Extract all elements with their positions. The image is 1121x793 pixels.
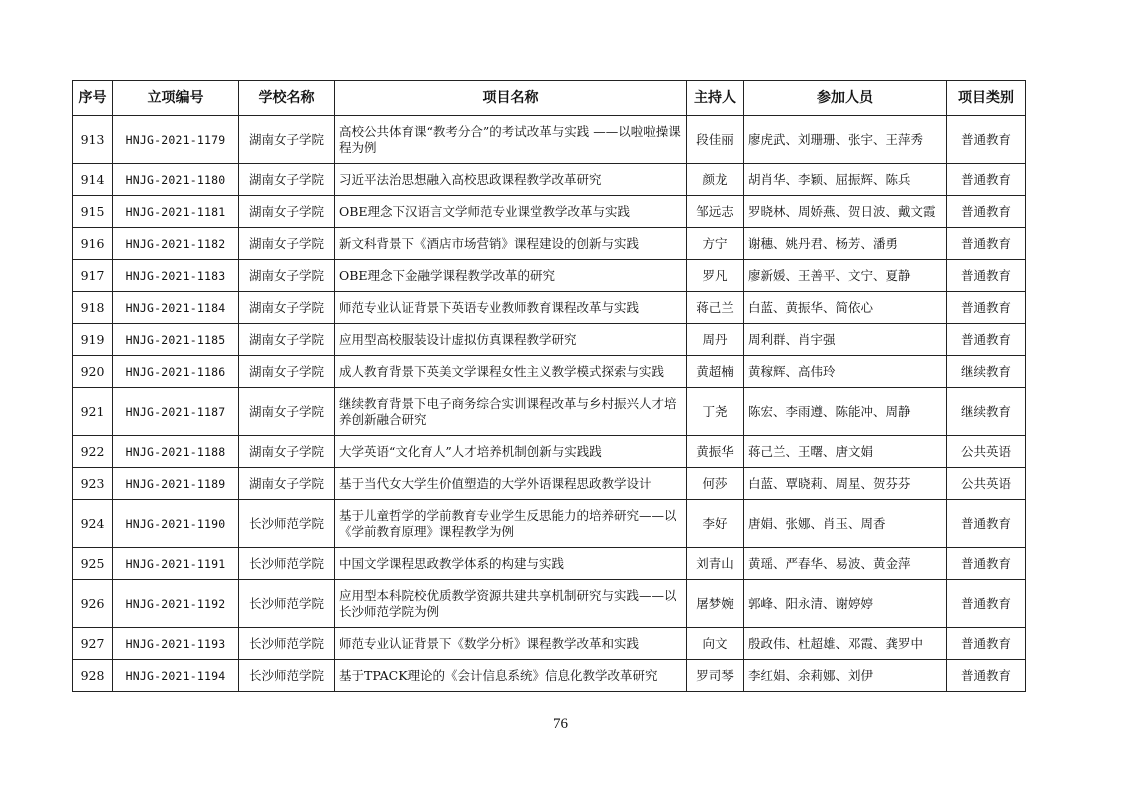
cell-code: HNJG-2021-1190 (113, 500, 239, 548)
cell-school: 长沙师范学院 (239, 548, 335, 580)
cell-category: 普通教育 (947, 260, 1026, 292)
cell-members: 廖新媛、王善平、文宁、夏静 (744, 260, 947, 292)
cell-school: 湖南女子学院 (239, 324, 335, 356)
cell-school: 湖南女子学院 (239, 436, 335, 468)
table-row (73, 628, 1026, 660)
cell-seq: 915 (73, 196, 113, 228)
cell-code: HNJG-2021-1187 (113, 388, 239, 436)
cell-project: 成人教育背景下英美文学课程女性主义教学模式探索与实践 (335, 356, 687, 388)
cell-school: 长沙师范学院 (239, 660, 335, 692)
cell-host: 向文 (687, 628, 744, 660)
cell-category: 普通教育 (947, 292, 1026, 324)
table-row (73, 548, 1026, 580)
cell-project: 大学英语“文化育人”人才培养机制创新与实践践 (335, 436, 687, 468)
cell-host: 丁尧 (687, 388, 744, 436)
cell-project: 应用型高校服装设计虚拟仿真课程教学研究 (335, 324, 687, 356)
cell-code: HNJG-2021-1186 (113, 356, 239, 388)
table-body (73, 116, 1026, 692)
cell-members: 唐娟、张娜、肖玉、周香 (744, 500, 947, 548)
table-row (73, 116, 1026, 164)
cell-members: 胡肖华、李颖、屈振辉、陈兵 (744, 164, 947, 196)
cell-host: 罗凡 (687, 260, 744, 292)
cell-code: HNJG-2021-1184 (113, 292, 239, 324)
table-row (73, 388, 1026, 436)
cell-seq: 924 (73, 500, 113, 548)
cell-project: 基于儿童哲学的学前教育专业学生反思能力的培养研究——以《学前教育原理》课程教学为例 (335, 500, 687, 548)
cell-category: 普通教育 (947, 580, 1026, 628)
cell-members: 蒋己兰、王曙、唐文娟 (744, 436, 947, 468)
table-row (73, 436, 1026, 468)
cell-members: 廖虎武、刘珊珊、张宇、王萍秀 (744, 116, 947, 164)
cell-members: 白蓝、黄振华、简依心 (744, 292, 947, 324)
cell-host: 屠梦婉 (687, 580, 744, 628)
cell-seq: 923 (73, 468, 113, 500)
cell-code: HNJG-2021-1183 (113, 260, 239, 292)
cell-project: 习近平法治思想融入高校思政课程教学改革研究 (335, 164, 687, 196)
cell-members: 罗晓林、周娇燕、贺日波、戴文霞 (744, 196, 947, 228)
header-category: 项目类别 (947, 81, 1026, 116)
cell-members: 李红娟、余莉娜、刘伊 (744, 660, 947, 692)
cell-seq: 921 (73, 388, 113, 436)
table-row (73, 228, 1026, 260)
header-host: 主持人 (687, 81, 744, 116)
cell-code: HNJG-2021-1179 (113, 116, 239, 164)
page-number: 76 (553, 716, 568, 732)
table-row (73, 324, 1026, 356)
cell-members: 郭峰、阳永清、谢婷婷 (744, 580, 947, 628)
cell-seq: 928 (73, 660, 113, 692)
cell-code: HNJG-2021-1185 (113, 324, 239, 356)
cell-host: 罗司琴 (687, 660, 744, 692)
cell-category: 普通教育 (947, 116, 1026, 164)
cell-school: 长沙师范学院 (239, 500, 335, 548)
cell-host: 段佳丽 (687, 116, 744, 164)
header-school: 学校名称 (239, 81, 335, 116)
cell-school: 长沙师范学院 (239, 580, 335, 628)
cell-seq: 913 (73, 116, 113, 164)
cell-code: HNJG-2021-1191 (113, 548, 239, 580)
cell-host: 颜龙 (687, 164, 744, 196)
cell-host: 何莎 (687, 468, 744, 500)
cell-host: 黄振华 (687, 436, 744, 468)
cell-category: 普通教育 (947, 164, 1026, 196)
cell-host: 方宁 (687, 228, 744, 260)
cell-school: 湖南女子学院 (239, 292, 335, 324)
cell-seq: 925 (73, 548, 113, 580)
table-row (73, 260, 1026, 292)
cell-school: 湖南女子学院 (239, 260, 335, 292)
table-row (73, 500, 1026, 548)
cell-category: 普通教育 (947, 628, 1026, 660)
cell-category: 普通教育 (947, 196, 1026, 228)
cell-school: 湖南女子学院 (239, 468, 335, 500)
cell-members: 黄稼辉、高伟玲 (744, 356, 947, 388)
cell-category: 公共英语 (947, 436, 1026, 468)
cell-project: OBE理念下金融学课程教学改革的研究 (335, 260, 687, 292)
cell-project: 新文科背景下《酒店市场营销》课程建设的创新与实践 (335, 228, 687, 260)
cell-host: 周丹 (687, 324, 744, 356)
cell-school: 湖南女子学院 (239, 164, 335, 196)
cell-members: 周利群、肖宇强 (744, 324, 947, 356)
project-table (72, 80, 1026, 692)
cell-project: 继续教育背景下电子商务综合实训课程改革与乡村振兴人才培养创新融合研究 (335, 388, 687, 436)
cell-host: 邹远志 (687, 196, 744, 228)
cell-host: 李好 (687, 500, 744, 548)
cell-seq: 917 (73, 260, 113, 292)
cell-code: HNJG-2021-1188 (113, 436, 239, 468)
cell-category: 普通教育 (947, 660, 1026, 692)
cell-host: 蒋己兰 (687, 292, 744, 324)
table-row (73, 164, 1026, 196)
header-members: 参加人员 (744, 81, 947, 116)
header-row (73, 81, 1026, 116)
table-row (73, 196, 1026, 228)
cell-project: 师范专业认证背景下英语专业教师教育课程改革与实践 (335, 292, 687, 324)
cell-seq: 914 (73, 164, 113, 196)
cell-seq: 916 (73, 228, 113, 260)
cell-school: 湖南女子学院 (239, 228, 335, 260)
cell-seq: 920 (73, 356, 113, 388)
cell-host: 刘青山 (687, 548, 744, 580)
cell-code: HNJG-2021-1194 (113, 660, 239, 692)
cell-school: 湖南女子学院 (239, 388, 335, 436)
cell-project: 高校公共体育课“教考分合”的考试改革与实践 ——以啦啦操课程为例 (335, 116, 687, 164)
cell-host: 黄超楠 (687, 356, 744, 388)
cell-project: OBE理念下汉语言文学师范专业课堂教学改革与实践 (335, 196, 687, 228)
table-row (73, 292, 1026, 324)
cell-code: HNJG-2021-1192 (113, 580, 239, 628)
cell-code: HNJG-2021-1193 (113, 628, 239, 660)
table-row (73, 468, 1026, 500)
header-code: 立项编号 (113, 81, 239, 116)
cell-project: 师范专业认证背景下《数学分析》课程教学改革和实践 (335, 628, 687, 660)
cell-seq: 927 (73, 628, 113, 660)
cell-project: 应用型本科院校优质教学资源共建共享机制研究与实践——以长沙师范学院为例 (335, 580, 687, 628)
cell-seq: 918 (73, 292, 113, 324)
cell-category: 公共英语 (947, 468, 1026, 500)
cell-members: 殷政伟、杜超雄、邓霞、龚罗中 (744, 628, 947, 660)
cell-code: HNJG-2021-1180 (113, 164, 239, 196)
cell-project: 基于TPACK理论的《会计信息系统》信息化教学改革研究 (335, 660, 687, 692)
cell-project: 中国文学课程思政教学体系的构建与实践 (335, 548, 687, 580)
cell-code: HNJG-2021-1181 (113, 196, 239, 228)
cell-seq: 919 (73, 324, 113, 356)
cell-code: HNJG-2021-1189 (113, 468, 239, 500)
cell-school: 湖南女子学院 (239, 196, 335, 228)
cell-school: 湖南女子学院 (239, 116, 335, 164)
cell-category: 普通教育 (947, 324, 1026, 356)
cell-seq: 922 (73, 436, 113, 468)
cell-code: HNJG-2021-1182 (113, 228, 239, 260)
cell-seq: 926 (73, 580, 113, 628)
cell-project: 基于当代女大学生价值塑造的大学外语课程思政教学设计 (335, 468, 687, 500)
cell-school: 湖南女子学院 (239, 356, 335, 388)
cell-category: 继续教育 (947, 356, 1026, 388)
cell-category: 普通教育 (947, 228, 1026, 260)
table-row (73, 580, 1026, 628)
cell-category: 普通教育 (947, 500, 1026, 548)
cell-members: 陈宏、李雨遵、陈能冲、周静 (744, 388, 947, 436)
cell-school: 长沙师范学院 (239, 628, 335, 660)
header-project: 项目名称 (335, 81, 687, 116)
table-row (73, 660, 1026, 692)
cell-members: 谢穗、姚丹君、杨芳、潘勇 (744, 228, 947, 260)
table-row (73, 356, 1026, 388)
cell-category: 继续教育 (947, 388, 1026, 436)
cell-category: 普通教育 (947, 548, 1026, 580)
cell-members: 白蓝、覃晓莉、周星、贺芬芬 (744, 468, 947, 500)
cell-members: 黄瑶、严春华、易波、黄金萍 (744, 548, 947, 580)
header-seq: 序号 (73, 81, 113, 116)
